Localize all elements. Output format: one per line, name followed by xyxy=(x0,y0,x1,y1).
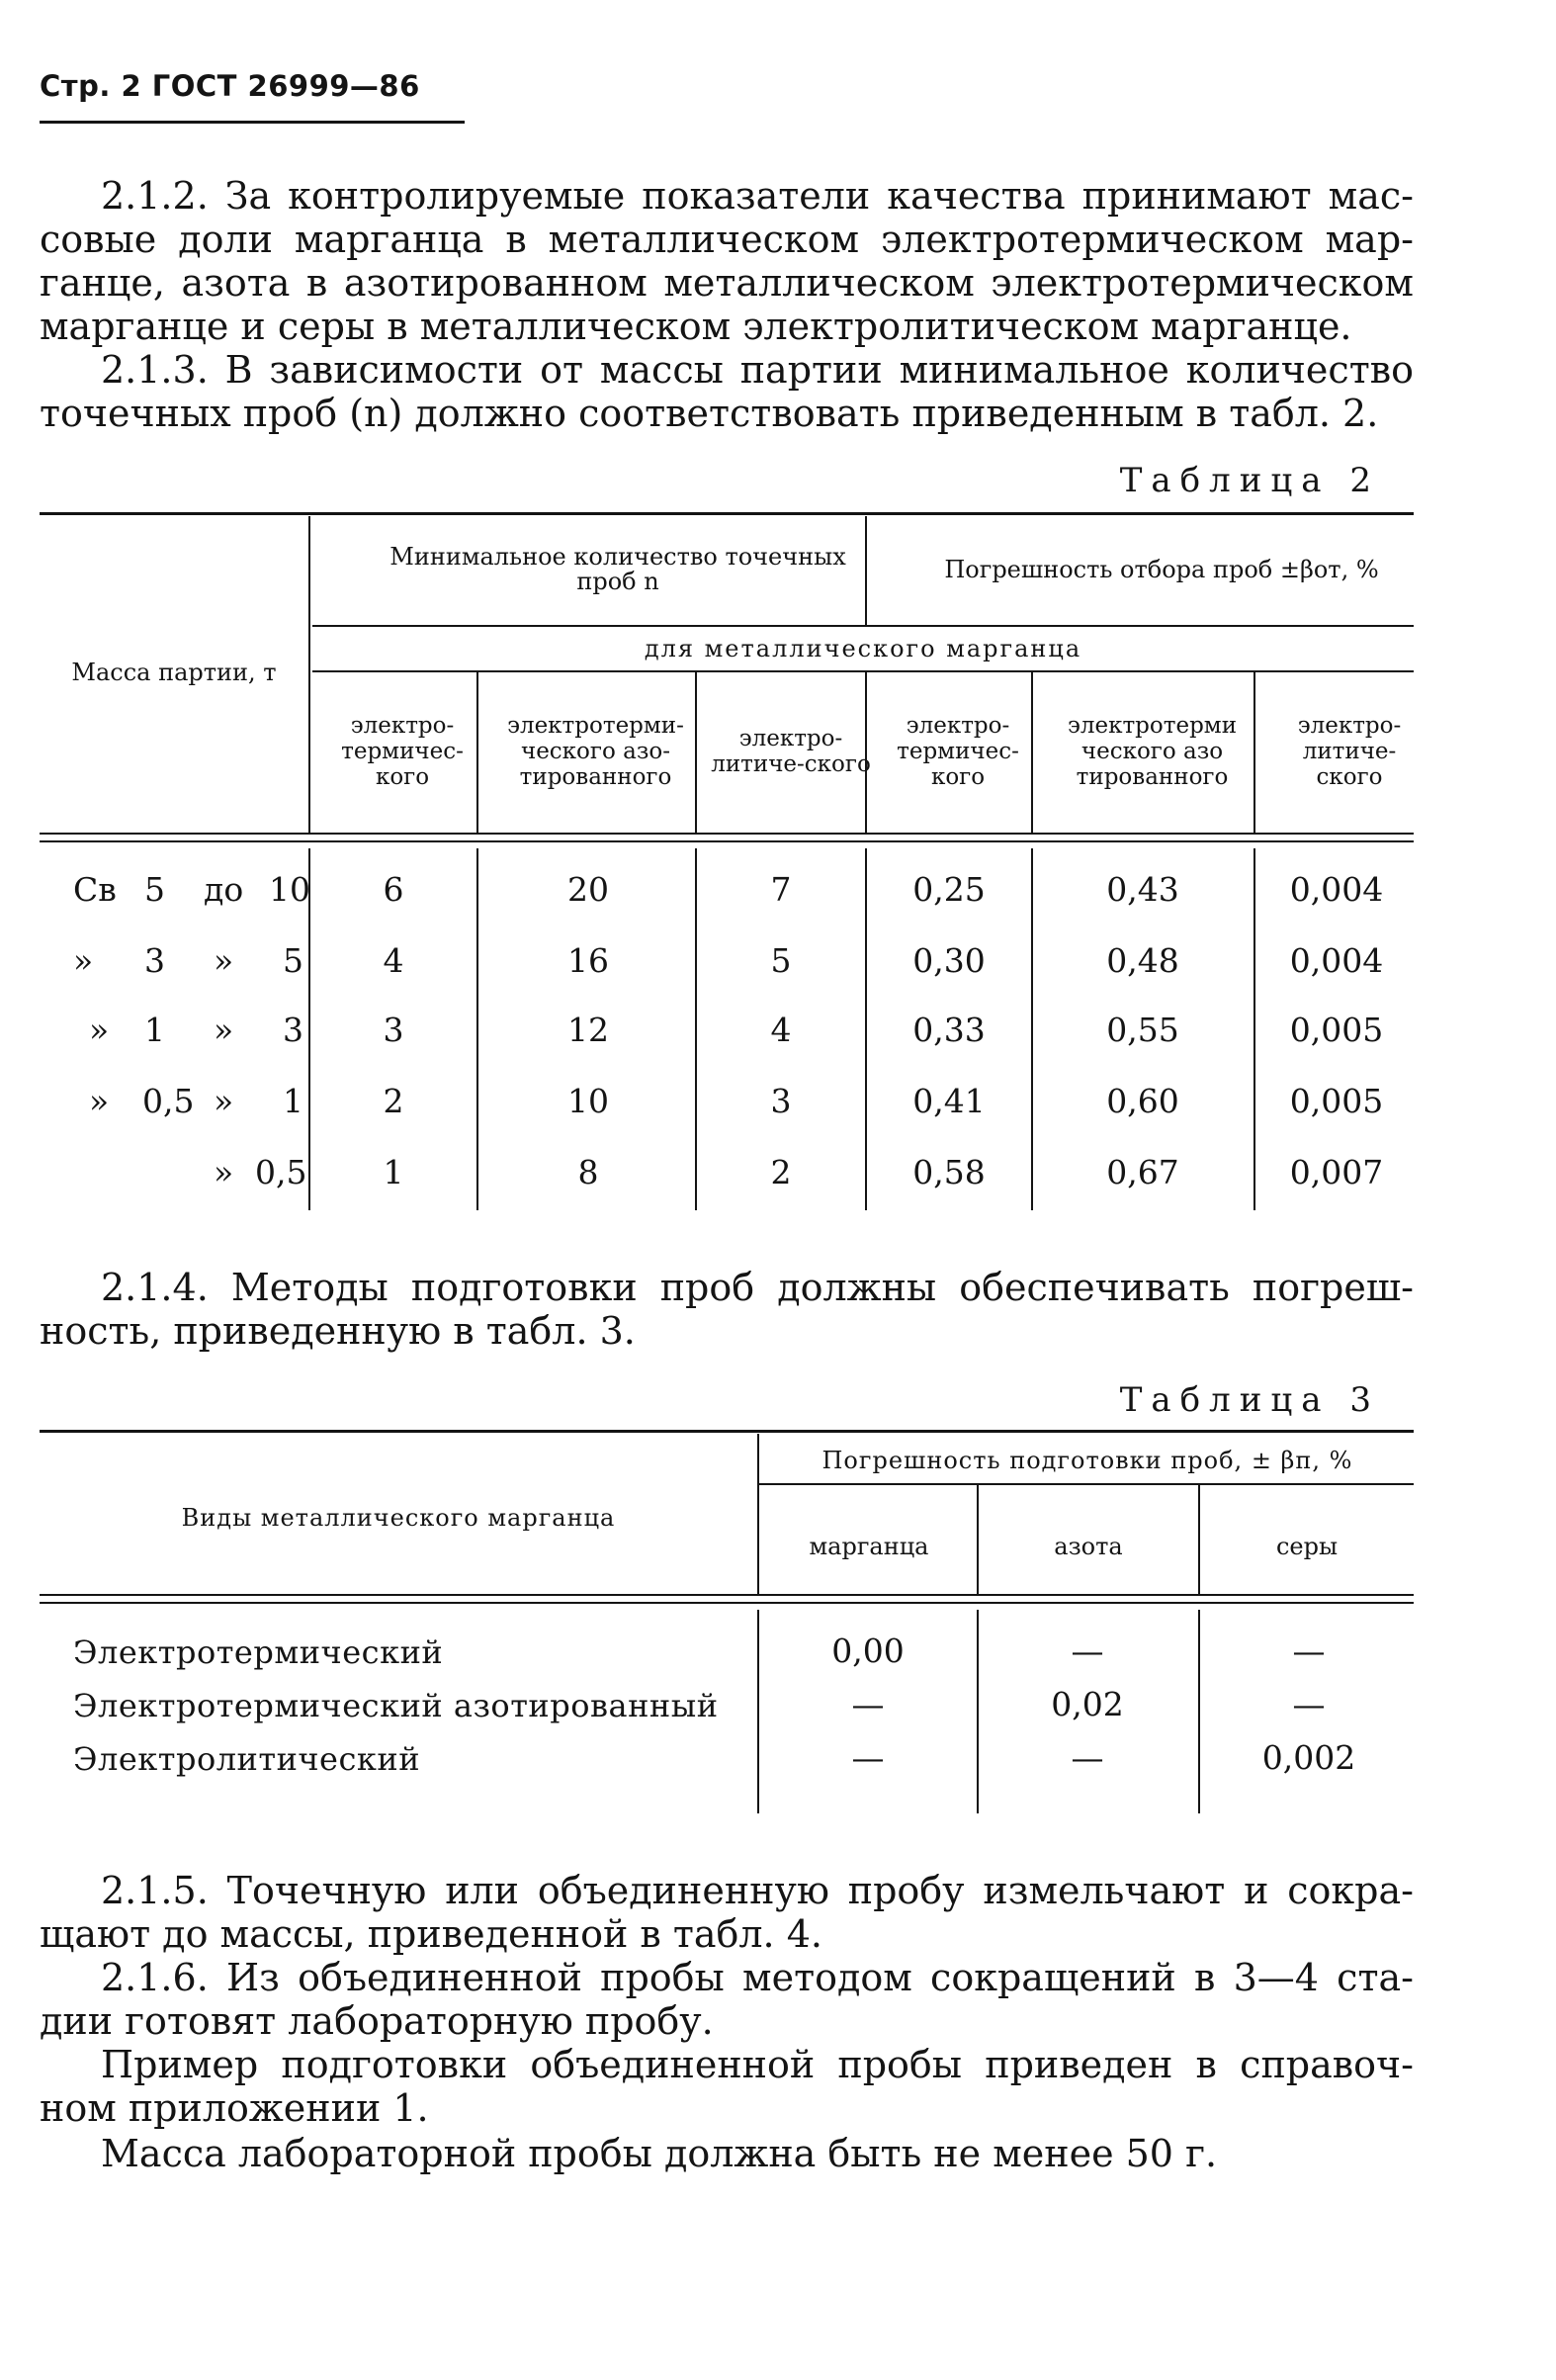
table3-cell: 0,002 xyxy=(1261,1738,1356,1777)
mass-to: 1 xyxy=(283,1082,303,1120)
table2-col-mass: Масса партии, т xyxy=(71,658,277,686)
table2-vrule xyxy=(1253,848,1255,1210)
table2-cell: 16 xyxy=(567,941,609,980)
table2-subcol: электро-литиче-ского xyxy=(711,726,871,777)
table2-cell: 0,43 xyxy=(1106,870,1179,909)
table2-cell: 0,58 xyxy=(912,1153,986,1191)
table3-rule-group xyxy=(759,1483,1414,1485)
paragraph-2-1-5 xyxy=(40,1869,1414,1956)
mass-prefix: » xyxy=(89,1011,110,1049)
table3-cell: 0,00 xyxy=(831,1631,905,1670)
table2-cell: 6 xyxy=(383,870,404,909)
table2-subcol: электро-литиче-ского xyxy=(1297,713,1402,790)
table2-cell: 3 xyxy=(770,1082,792,1120)
paragraph-line: 2.1.2. За контролируемые показатели качества принимают мас- xyxy=(101,174,1414,218)
table2-cell: 0,25 xyxy=(912,870,986,909)
table2-cell: 8 xyxy=(577,1153,599,1191)
mass-prefix: Св xyxy=(73,870,117,909)
table2-cell: 0,55 xyxy=(1106,1011,1179,1049)
table2-cell: 0,41 xyxy=(912,1082,986,1120)
paragraph-line: ном приложении 1. xyxy=(40,2086,429,2130)
table2-cell: 0,60 xyxy=(1106,1082,1179,1120)
paragraph-lab-mass xyxy=(40,2132,1414,2175)
table2-rule-group xyxy=(312,625,1414,627)
table2-vrule xyxy=(308,516,310,833)
table2-vrule xyxy=(476,848,478,1210)
table2-label: Таблица 2 xyxy=(1119,461,1380,500)
table2-head-rule-1 xyxy=(40,833,1414,835)
mass-sep: » xyxy=(214,1082,234,1120)
table2-cell: 2 xyxy=(383,1082,404,1120)
table2-cell: 20 xyxy=(567,870,609,909)
paragraph-line: ность, приведенную в табл. 3. xyxy=(40,1309,636,1353)
table3-cell: — xyxy=(1292,1631,1326,1670)
manganese-kind: Электротермический xyxy=(73,1633,444,1671)
running-header: Стр. 2 ГОСТ 26999—86 xyxy=(40,69,420,103)
mass-sep: » xyxy=(214,941,234,980)
paragraph-line: 2.1.3. В зависимости от массы партии минимальное количество xyxy=(101,348,1414,392)
table2-group-err: Погрешность отбора проб ±βот, % xyxy=(944,555,1379,583)
mass-from: 1 xyxy=(144,1011,165,1049)
table2-cell: 5 xyxy=(770,941,792,980)
mass-to: 3 xyxy=(283,1011,303,1049)
mass-from: 3 xyxy=(144,941,165,980)
table2-cell: 0,005 xyxy=(1289,1011,1384,1049)
table2-cell: 10 xyxy=(567,1082,609,1120)
paragraph-2-1-6 xyxy=(40,1956,1414,2043)
table3-top-rule xyxy=(40,1430,1414,1433)
table2-cell: 7 xyxy=(770,870,792,909)
table2-cell: 0,004 xyxy=(1289,870,1384,909)
table3-cell: — xyxy=(1292,1685,1326,1723)
paragraph-example xyxy=(40,2043,1414,2130)
table2-cell: 0,004 xyxy=(1289,941,1384,980)
table2-cell: 4 xyxy=(383,941,404,980)
table3-head-rule-1 xyxy=(40,1594,1414,1596)
mass-to: 10 xyxy=(269,870,310,909)
table3-col-kind: Виды металлического марганца xyxy=(181,1503,616,1532)
table3-cell: — xyxy=(1071,1738,1104,1777)
table2-subcol: электротерми-ческого азо-тированного xyxy=(507,713,684,790)
table2-cell: 0,33 xyxy=(912,1011,986,1049)
paragraph-2-1-2 xyxy=(40,174,1414,348)
table2-vrule xyxy=(695,848,697,1210)
mass-from: 0,5 xyxy=(142,1082,195,1120)
mass-from: 5 xyxy=(144,870,165,909)
paragraph-2-1-3 xyxy=(40,348,1414,435)
table3-label: Таблица 3 xyxy=(1119,1380,1380,1420)
table3-cell: — xyxy=(851,1738,885,1777)
table2-cell: 0,007 xyxy=(1289,1153,1384,1191)
table2-cell: 4 xyxy=(770,1011,792,1049)
table2-subgroup: для металлического марганца xyxy=(644,634,1082,662)
table2-cell: 12 xyxy=(567,1011,609,1049)
mass-to: 0,5 xyxy=(255,1153,307,1191)
mass-sep: » xyxy=(214,1011,234,1049)
table2-cell: 1 xyxy=(383,1153,404,1191)
table3-subcol: азота xyxy=(1054,1532,1123,1560)
table3-subcol: марганца xyxy=(809,1532,929,1560)
paragraph-line: Масса лабораторной пробы должна быть не менее 50 г. xyxy=(101,2132,1218,2175)
paragraph-line: Пример подготовки объединенной пробы приведен в справоч- xyxy=(101,2043,1414,2086)
table3-vrule xyxy=(757,1434,759,1594)
paragraph-line: 2.1.6. Из объединенной пробы методом сокращений в 3—4 ста- xyxy=(101,1956,1414,1999)
table3-group-err: Погрешность подготовки проб, ± βп, % xyxy=(821,1446,1353,1474)
table2-top-rule xyxy=(40,512,1414,515)
header-rule xyxy=(40,121,465,124)
paragraph-line: 2.1.5. Точечную или объединенную пробу измельчают и сокра- xyxy=(101,1869,1414,1912)
table2-cell: 2 xyxy=(770,1153,792,1191)
paragraph-line: точечных проб (n) должно соответствовать приведенным в табл. 2. xyxy=(40,392,1379,435)
table2-cell: 0,30 xyxy=(912,941,986,980)
table2-vrule xyxy=(865,848,867,1210)
table3-cell: — xyxy=(1071,1631,1104,1670)
paragraph-line: совые доли марганца в металлическом электротермическом мар- xyxy=(40,218,1414,261)
table3-cell: 0,02 xyxy=(1051,1685,1124,1723)
manganese-kind: Электротермический азотированный xyxy=(73,1687,719,1724)
table2-subcol: электро-термичес-кого xyxy=(897,713,1019,790)
table2-subcol: электро-термичес-кого xyxy=(341,713,464,790)
table3-head-rule-2 xyxy=(40,1602,1414,1604)
table2-cell: 0,67 xyxy=(1106,1153,1179,1191)
mass-to: 5 xyxy=(283,941,303,980)
table2-cell: 0,48 xyxy=(1106,941,1179,980)
table2-head-rule-2 xyxy=(40,840,1414,842)
mass-sep: » xyxy=(214,1153,234,1191)
paragraph-line: дии готовят лабораторную пробу. xyxy=(40,1999,714,2043)
paragraph-2-1-4 xyxy=(40,1266,1414,1353)
mass-prefix: » xyxy=(73,941,94,980)
manganese-kind: Электролитический xyxy=(73,1740,421,1778)
paragraph-line: щают до массы, приведенной в табл. 4. xyxy=(40,1912,822,1956)
table2-vrule xyxy=(1031,848,1033,1210)
table3-cell: — xyxy=(851,1685,885,1723)
table2-subcol: электротерми ческого азо тированного xyxy=(1067,713,1238,790)
table2-cell: 0,005 xyxy=(1289,1082,1384,1120)
table2-cell: 3 xyxy=(383,1011,404,1049)
table2-group-min: Минимальное количество точечных проб n xyxy=(389,543,846,595)
paragraph-line: ганце, азота в азотированном металлическом электротермическом xyxy=(40,261,1414,305)
mass-sep: до xyxy=(204,870,244,909)
paragraph-line: марганце и серы в металлическом электролитическом марганце. xyxy=(40,305,1352,348)
table3-subcol: серы xyxy=(1275,1532,1339,1560)
paragraph-line: 2.1.4. Методы подготовки проб должны обеспечивать погреш- xyxy=(101,1266,1414,1309)
mass-prefix: » xyxy=(89,1082,110,1120)
